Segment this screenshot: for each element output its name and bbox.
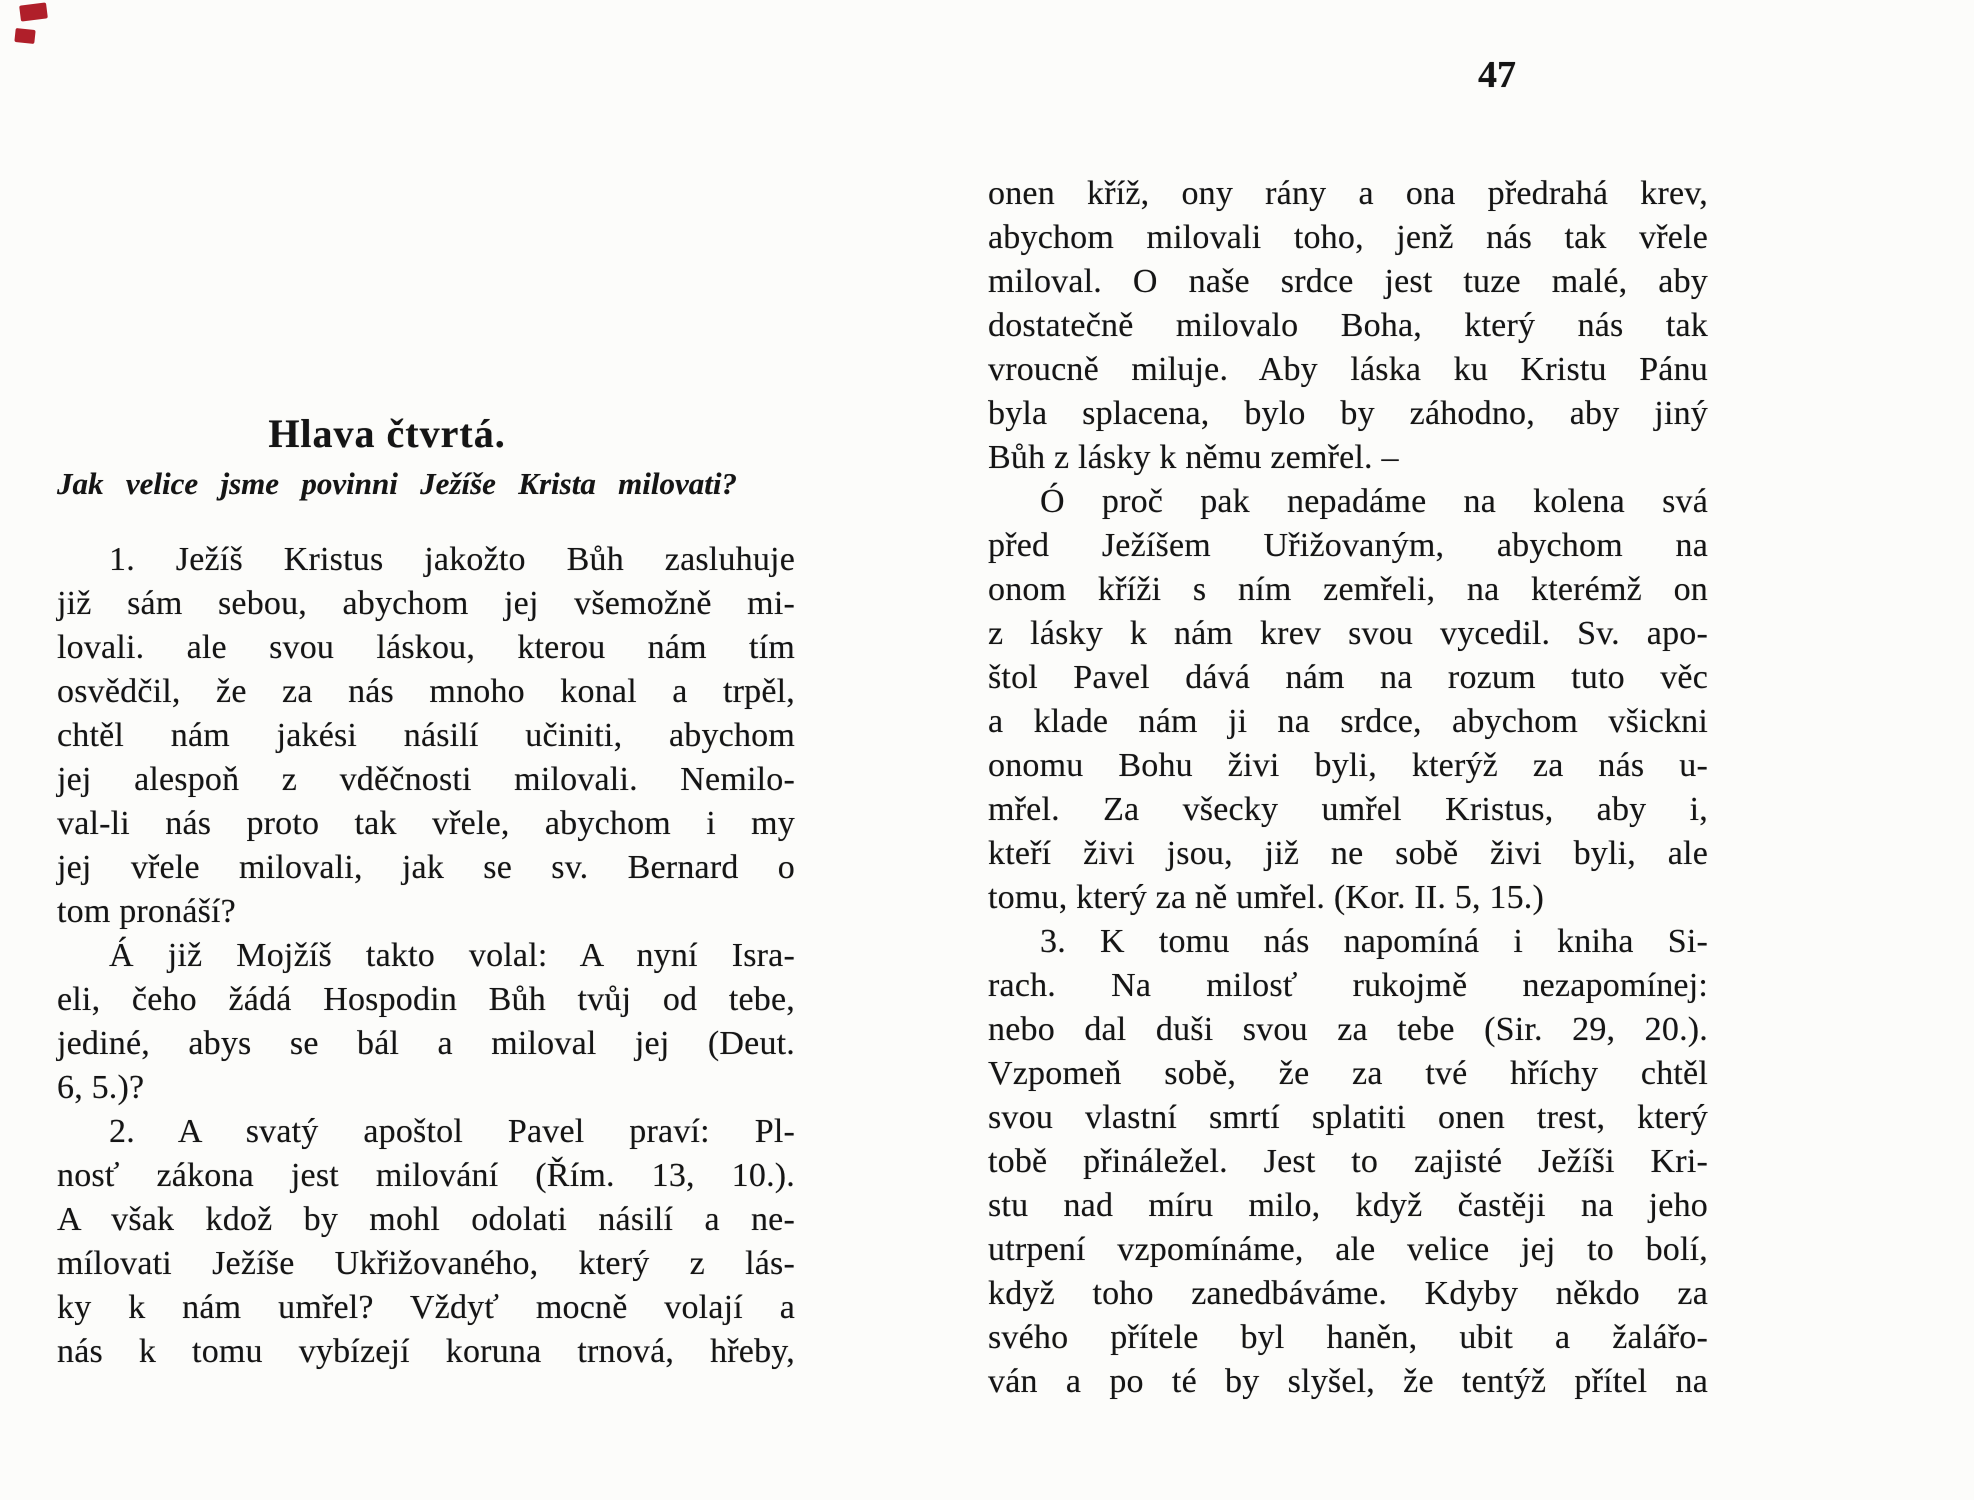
text-line: jej vřele milovali, jak se sv. Bernard o xyxy=(57,849,795,886)
paragraph xyxy=(988,480,1708,920)
text-line: dostatečně milovalo Boha, který nás tak xyxy=(988,307,1708,344)
paragraph xyxy=(988,172,1708,480)
text-line: abychom milovali toho, jenž nás tak vřele xyxy=(988,219,1708,256)
text-line: tomu, který za ně umřel. (Kor. II. 5, 15.) xyxy=(988,879,1545,916)
text-line: onen kříž, ony rány a ona předrahá krev, xyxy=(988,175,1708,212)
text-line: tom pronáší? xyxy=(57,893,236,930)
text-line: když toho zanedbáváme. Kdyby někdo za xyxy=(988,1275,1708,1312)
text-line: svého přítele byl haněn, ubit a žalářo- xyxy=(988,1319,1708,1356)
text-line: jej alespoň z vděčnosti milovali. Nemilo- xyxy=(57,761,795,798)
red-ink-mark xyxy=(19,2,48,21)
text-line: nosť zákona jest milování (Řím. 13, 10.). xyxy=(57,1157,795,1194)
text-line: štol Pavel dává nám na rozum tuto věc xyxy=(988,659,1708,696)
text-line: před Ježíšem Uřižovaným, abychom na xyxy=(988,527,1708,564)
right-page-text xyxy=(988,172,1708,1404)
text-line: Á již Mojžíš takto volal: A nyní Isra- xyxy=(109,937,795,974)
left-page-text xyxy=(57,538,795,1374)
text-line: vroucně miluje. Aby láska ku Kristu Pánu xyxy=(988,351,1708,388)
text-line: onomu Bohu živi byli, kterýž za nás u- xyxy=(988,747,1708,784)
text-line: jediné, abys se bál a miloval jej (Deut. xyxy=(57,1025,795,1062)
text-line: mřel. Za všecky umřel Kristus, aby i, xyxy=(988,791,1708,828)
text-line: rach. Na milosť rukojmě nezapomínej: xyxy=(988,967,1708,1004)
text-line: nebo dal duši svou za tebe (Sir. 29, 20.). xyxy=(988,1011,1708,1048)
text-line: tobě přináležel. Jest to zajisté Ježíši Kri- xyxy=(988,1143,1708,1180)
text-line: lovali. ale svou láskou, kterou nám tím xyxy=(57,629,795,666)
chapter-subtitle: Jak velice jsme povinni Ježíše Krista milovati? xyxy=(57,466,737,501)
text-line: kteří živi jsou, již ne sobě živi byli, ale xyxy=(988,835,1708,872)
text-line: svou vlastní smrtí splatiti onen trest, který xyxy=(988,1099,1708,1136)
text-line: eli, čeho žádá Hospodin Bůh tvůj od tebe, xyxy=(57,981,795,1018)
text-line: mílovati Ježíše Ukřižovaného, který z lás- xyxy=(57,1245,795,1282)
paragraph xyxy=(57,934,795,1110)
text-line: 1. Ježíš Kristus jakožto Bůh zasluhuje xyxy=(109,541,795,578)
paragraph xyxy=(57,1110,795,1374)
paragraph xyxy=(988,920,1708,1404)
text-line: již sám sebou, abychom jej všemožně mi- xyxy=(57,585,795,622)
red-ink-mark xyxy=(14,28,35,44)
text-line: onom kříži s ním zemřeli, na kterémž on xyxy=(988,571,1708,608)
paragraph xyxy=(57,538,795,934)
text-line: ván a po té by slyšel, že tentýž přítel na xyxy=(988,1363,1708,1400)
text-line: nás k tomu vybízejí koruna trnová, hřeby, xyxy=(57,1333,795,1370)
text-line: val-li nás proto tak vřele, abychom i my xyxy=(57,805,795,842)
text-line: z lásky k nám krev svou vycedil. Sv. apo- xyxy=(988,615,1708,652)
text-line: Ó proč pak nepadáme na kolena svá xyxy=(1040,483,1708,520)
text-line: ky k nám umřel? Vždyť mocně volají a xyxy=(57,1289,795,1326)
text-line: 2. A svatý apoštol Pavel praví: Pl- xyxy=(109,1113,795,1150)
text-line: byla splacena, bylo by záhodno, aby jiný xyxy=(988,395,1708,432)
text-line: a klade nám ji na srdce, abychom všickni xyxy=(988,703,1708,740)
text-line: 3. K tomu nás napomíná i kniha Si- xyxy=(1040,923,1708,960)
text-line: stu nad míru milo, když častěji na jeho xyxy=(988,1187,1708,1224)
text-line: miloval. O naše srdce jest tuze malé, aby xyxy=(988,263,1708,300)
page-number: 47 xyxy=(1478,54,1516,96)
text-line: A však kdož by mohl odolati násilí a ne- xyxy=(57,1201,795,1238)
text-line: 6, 5.)? xyxy=(57,1069,145,1106)
text-line: utrpení vzpomínáme, ale velice jej to bolí, xyxy=(988,1231,1708,1268)
chapter-heading: Hlava čtvrtá. xyxy=(268,410,506,456)
text-line: Vzpomeň sobě, že za tvé hříchy chtěl xyxy=(988,1055,1708,1092)
text-line: osvědčil, že za nás mnoho konal a trpěl, xyxy=(57,673,795,710)
text-line: Bůh z lásky k němu zemřel. – xyxy=(988,439,1399,476)
text-line: chtěl nám jakési násilí učiniti, abychom xyxy=(57,717,795,754)
